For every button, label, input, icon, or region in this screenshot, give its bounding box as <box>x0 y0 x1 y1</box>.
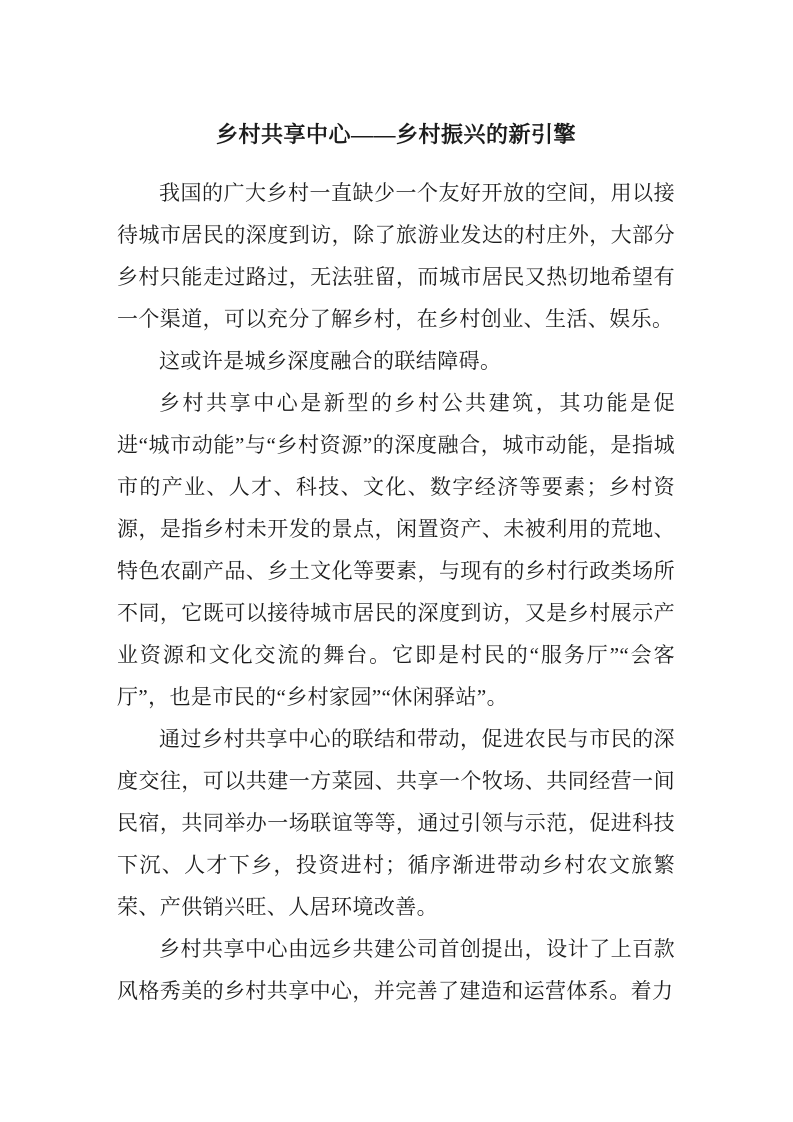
document-title: 乡村共享中心——乡村振兴的新引擎 <box>215 122 576 147</box>
paragraph-3: 乡村共享中心是新型的乡村公共建筑，其功能是促进“城市动能”与“乡村资源”的深度融合，城市动能，是指城市的产业、人才、科技、文化、数字经济等要素；乡村资源，是指乡村未开发的景点，闲置资产、未被利用的荒地、特色农副产品、乡土文化等要素，与现有的乡村行政类场所不同，它既可以接待城市居民的深度到访，又是乡村展示产业资源和文化交流的舞台。它即是村民的“服务厅”“会客厅”，也是市民的“乡村家园”“休闲驿站”。 <box>117 391 675 709</box>
paragraph-1: 我国的广大乡村一直缺少一个友好开放的空间，用以接待城市居民的深度到访，除了旅游业发达的村庄外，大部分乡村只能走过路过，无法驻留，而城市居民又热切地希望有一个渠道，可以充分了解乡村，在乡村创业、生活、娱乐。 <box>117 181 675 331</box>
paragraph-5: 乡村共享中心由远乡共建公司首创提出，设计了上百款风格秀美的乡村共享中心，并完善了建造和运营体系。着力 <box>117 937 675 1003</box>
paragraph-2: 这或许是城乡深度融合的联结障碍。 <box>159 349 502 373</box>
paragraph-4: 通过乡村共享中心的联结和带动，促进农民与市民的深度交往，可以共建一方菜园、共享一个牧场、共同经营一间民宿，共同举办一场联谊等等，通过引领与示范，促进科技下沉、人才下乡，投资进村；循序渐进带动乡村农文旅繁荣、产供销兴旺、人居环境改善。 <box>117 727 675 919</box>
